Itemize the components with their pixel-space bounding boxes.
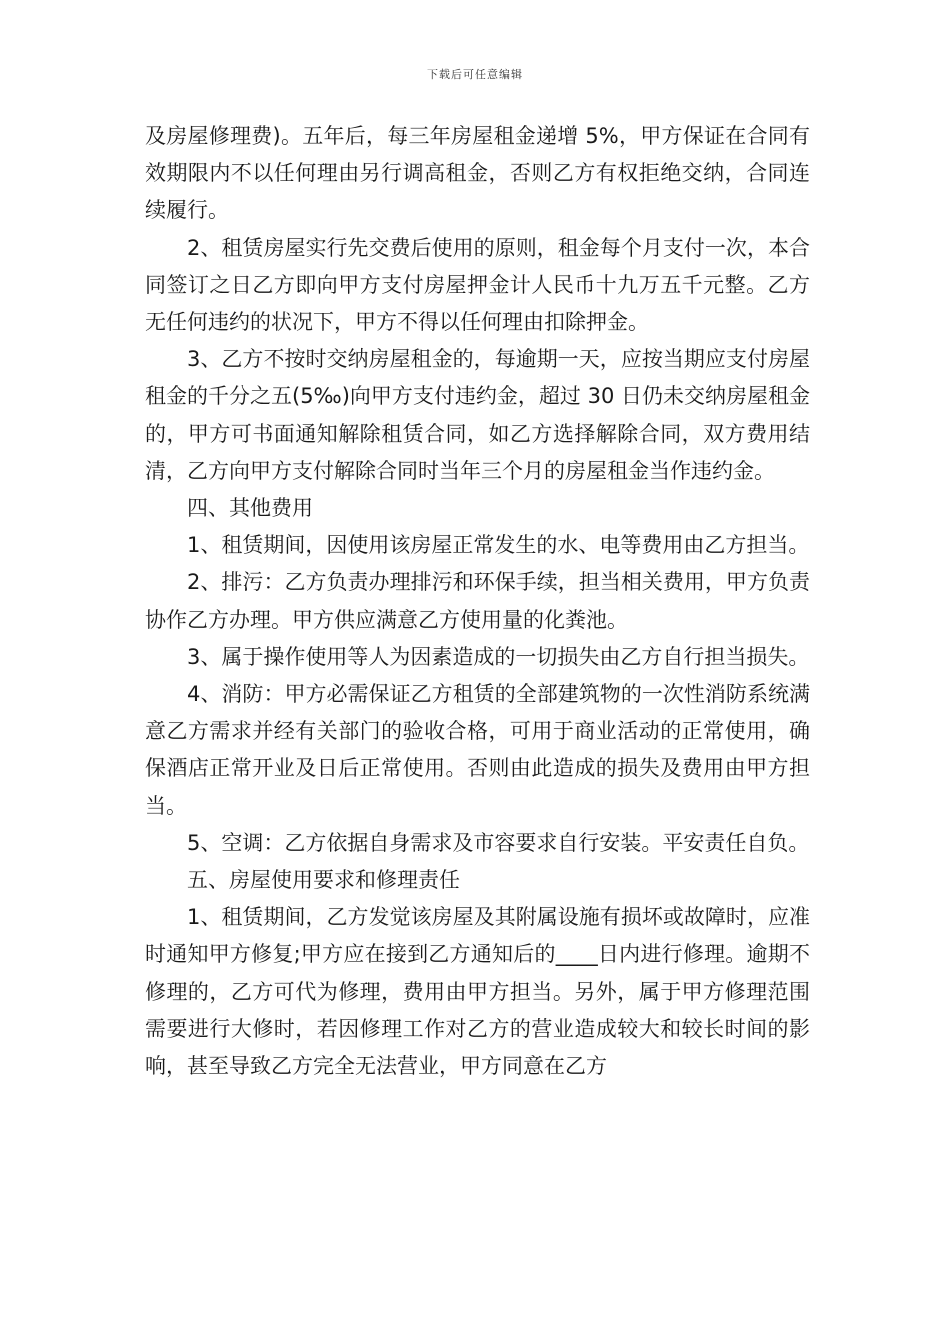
paragraph: 2、租赁房屋实行先交费后使用的原则，租金每个月支付一次，本合同签订之日乙方即向甲方支付房屋押金计人民币十九万五千元整。乙方无任何违约的状况下，甲方不得以任何理由扣除押金。: [145, 235, 810, 335]
section-heading: 五、房屋使用要求和修理责任: [187, 868, 460, 893]
paragraph: 5、空调：乙方依据自身需求及市容要求自行安装。平安责任自负。: [187, 830, 810, 855]
paragraph: 及房屋修理费)。五年后，每三年房屋租金递增 5%，甲方保证在合同有效期限内不以任何理由另行调高租金，否则乙方有权拒绝交纳，合同连续履行。: [145, 124, 810, 223]
paragraph: 3、乙方不按时交纳房屋租金的，每逾期一天，应按当期应支付房屋租金的千分之五(5‰)向甲方支付违约金，超过 30 日仍未交纳房屋租金的，甲方可书面通知解除租赁合同，如乙方选择解除合同，双方费用结清，乙方向甲方支付解除合同时当年三个月的房屋租金当作违约金。: [145, 347, 810, 483]
paragraph: 3、属于操作使用等人为因素造成的一切损失由乙方自行担当损失。: [187, 644, 810, 669]
paragraph: 1、租赁期间，因使用该房屋正常发生的水、电等费用由乙方担当。: [187, 533, 810, 558]
paragraph: 1、租赁期间，乙方发觉该房屋及其附属设施有损坏或故障时，应准时通知甲方修复;甲方应在接到乙方通知后的____日内进行修理。逾期不修理的，乙方可代为修理，费用由甲方担当。另外，属于甲方修理范围需要进行大修时，若因修理工作对乙方的营业造成较大和较长时间的影响，甚至导致乙方完全无法营业，甲方同意在乙方: [145, 905, 810, 1079]
page-header: 下载后可任意编辑: [427, 68, 523, 81]
section-heading: 四、其他费用: [187, 496, 313, 521]
paragraph: 2、排污：乙方负责办理排污和环保手续，担当相关费用，甲方负责协作乙方办理。甲方供应满意乙方使用量的化粪池。: [145, 570, 810, 632]
document-body: [145, 118, 810, 1085]
paragraph: 4、消防：甲方必需保证乙方租赁的全部建筑物的一次性消防系统满意乙方需求并经有关部门的验收合格，可用于商业活动的正常使用，确保酒店正常开业及日后正常使用。否则由此造成的损失及费用由甲方担当。: [145, 682, 810, 818]
